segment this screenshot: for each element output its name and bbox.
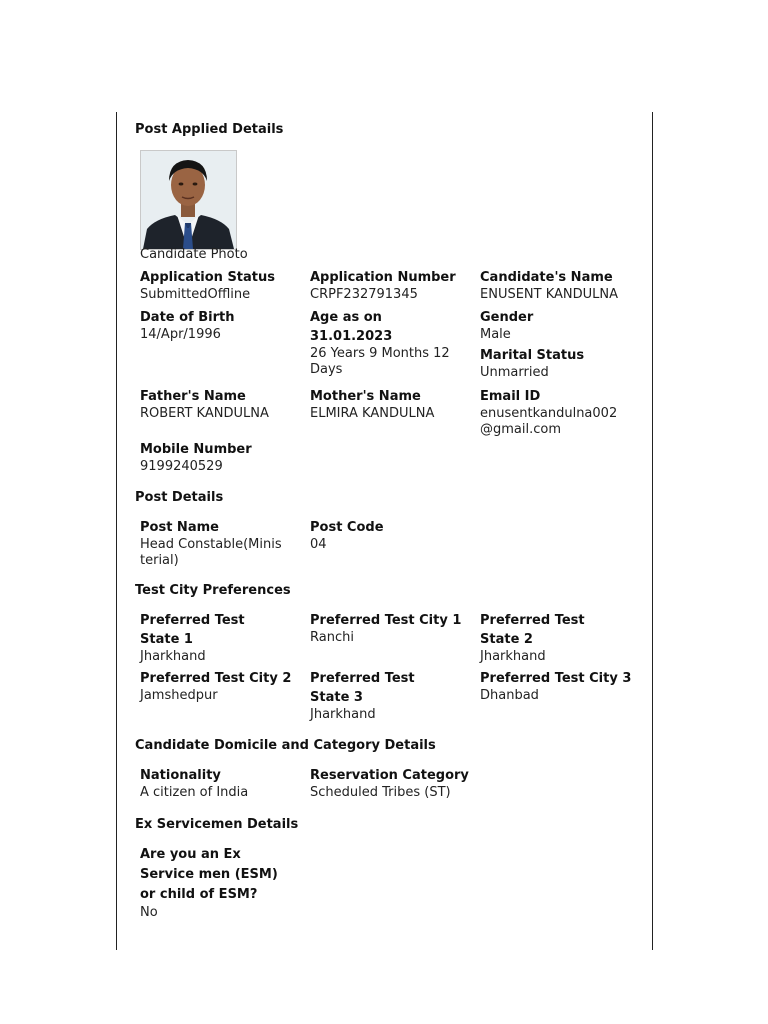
field-esm-question [140, 845, 288, 921]
section-title-post-details: Post Details [135, 490, 224, 505]
field-label: Email ID [480, 389, 541, 404]
field-value: ENUSENT KANDULNA [480, 287, 619, 302]
field-value: Jharkhand [310, 707, 376, 722]
field-label: Preferred Test State 1 [140, 613, 245, 647]
field-value: ELMIRA KANDULNA [310, 406, 435, 421]
candidate-photo [140, 150, 237, 250]
field-marital-status [480, 346, 630, 381]
field-label: Mother's Name [310, 389, 421, 404]
section-title-ex-servicemen: Ex Servicemen Details [135, 817, 299, 832]
field-label: Application Number [310, 270, 456, 285]
field-value: CRPF232791345 [310, 287, 418, 302]
field-label: Reservation Category [310, 768, 469, 783]
field-value: ROBERT KANDULNA [140, 406, 269, 421]
field-value: Jharkhand [140, 649, 206, 664]
field-candidate-name [480, 268, 630, 303]
candidate-photo-icon [141, 151, 236, 249]
field-value: Unmarried [480, 365, 549, 380]
field-value: 14/Apr/1996 [140, 327, 221, 342]
field-value: 26 Years 9 Months 12 Days [310, 346, 450, 377]
field-label: Are you an Ex Service men (ESM) or child of ESM? [140, 847, 278, 902]
field-label: Candidate's Name [480, 270, 613, 285]
field-label: Preferred Test State 3 [310, 671, 415, 705]
section-title-domicile: Candidate Domicile and Category Details [135, 738, 436, 753]
field-label: Preferred Test State 2 [480, 613, 585, 647]
field-test-city-2 [140, 669, 295, 704]
field-label: Nationality [140, 768, 221, 783]
field-label: Gender [480, 310, 534, 325]
field-value: Head Constable(Ministerial) [140, 537, 282, 568]
field-value: Jharkhand [480, 649, 546, 664]
field-father-name [140, 387, 290, 422]
field-label: Preferred Test City 2 [140, 671, 292, 686]
field-label: Preferred Test City 1 [310, 613, 462, 628]
field-label: Marital Status [480, 348, 585, 363]
field-value: Dhanbad [480, 688, 539, 703]
field-value: Male [480, 327, 511, 342]
field-value: A citizen of India [140, 785, 249, 800]
field-label: Post Name [140, 520, 219, 535]
field-gender [480, 308, 630, 343]
field-label: Mobile Number [140, 442, 252, 457]
field-label: Preferred Test City 3 [480, 671, 632, 686]
field-test-city-3 [480, 669, 635, 704]
field-application-number [310, 268, 460, 303]
field-label: Age as on 31.01.2023 [310, 310, 393, 344]
field-value: 9199240529 [140, 459, 223, 474]
photo-caption: Candidate Photo [140, 247, 248, 262]
section-title-test-city: Test City Preferences [135, 583, 291, 598]
field-value: No [140, 905, 158, 920]
field-label: Application Status [140, 270, 276, 285]
section-title-post-applied: Post Applied Details [135, 122, 284, 137]
field-label: Post Code [310, 520, 384, 535]
field-value: Ranchi [310, 630, 354, 645]
field-age [310, 308, 455, 378]
field-value: Scheduled Tribes (ST) [310, 785, 451, 800]
field-test-state-1 [140, 611, 285, 665]
field-email [480, 387, 620, 438]
field-value: Jamshedpur [140, 688, 218, 703]
field-value: 04 [310, 537, 327, 552]
field-mother-name [310, 387, 460, 422]
field-nationality [140, 766, 290, 801]
field-post-code [310, 518, 460, 553]
field-label: Date of Birth [140, 310, 235, 325]
field-test-state-2 [480, 611, 625, 665]
field-value: enusentkandulna002@gmail.com [480, 406, 618, 437]
field-post-name [140, 518, 285, 569]
field-label: Father's Name [140, 389, 246, 404]
field-mobile [140, 440, 290, 475]
field-reservation-category [310, 766, 475, 801]
field-date-of-birth [140, 308, 290, 343]
field-value: SubmittedOffline [140, 287, 251, 302]
field-test-state-3 [310, 669, 455, 723]
field-test-city-1 [310, 611, 465, 646]
field-application-status [140, 268, 290, 303]
